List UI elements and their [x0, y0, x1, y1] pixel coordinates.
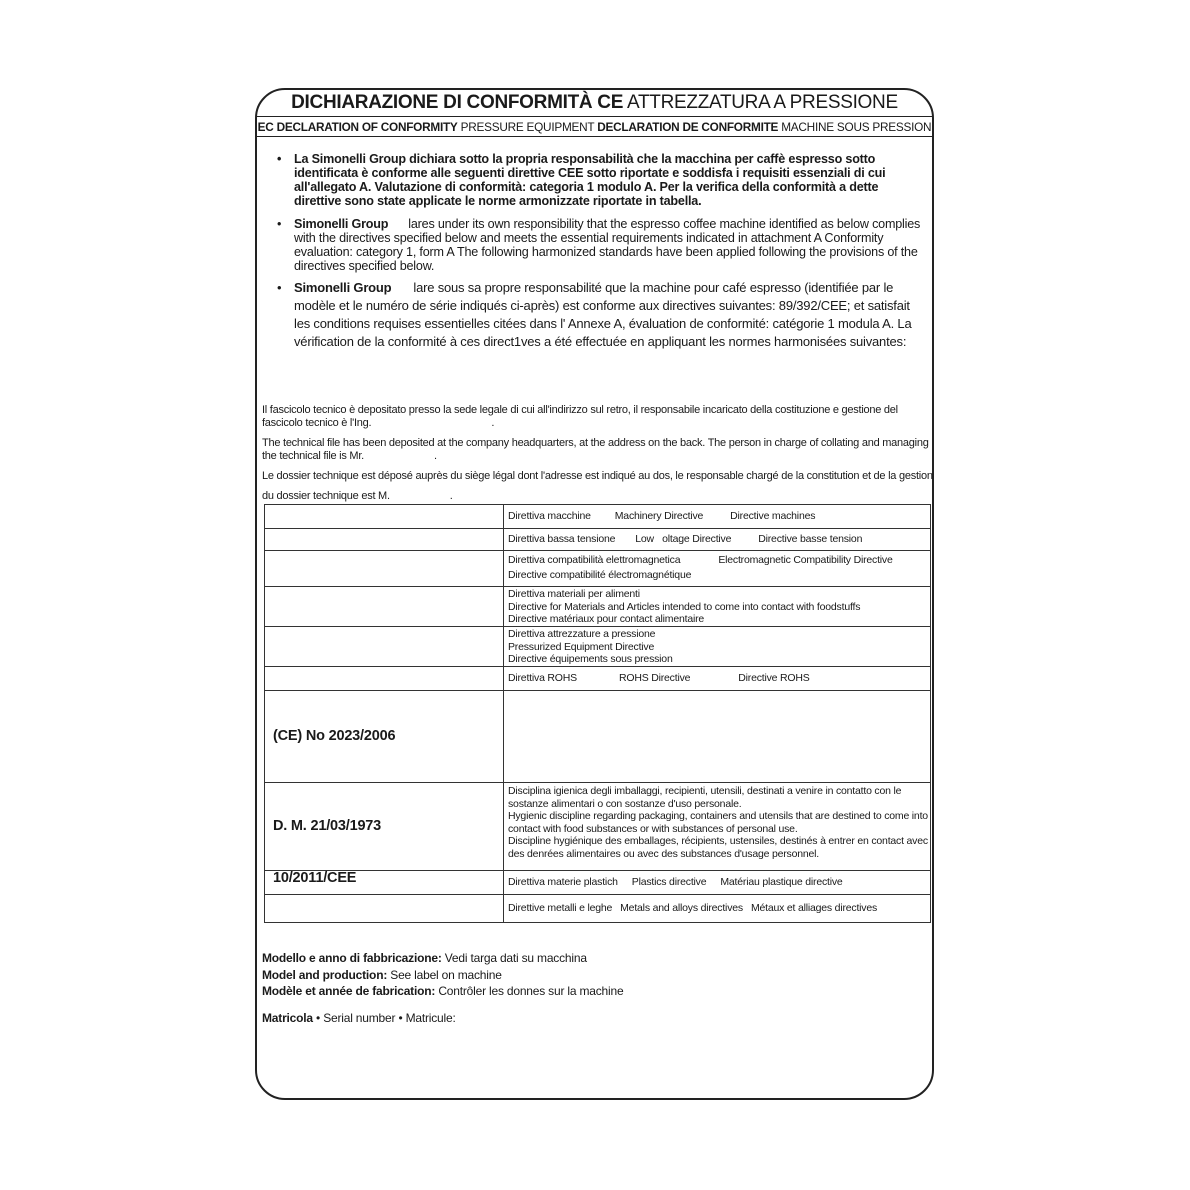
serial-line: [262, 1010, 922, 1027]
bullet-french-text: lare sous sa propre responsabilité que la machine pour café espresso (identifiée par le modèle et le numéro de série indiqués ci-après) est conforme aux directives suivantes: 89/392/CEE; et satisfait les conditions requises essentielles citées dans l' Annexe A, évaluation de conformité: catégorie 1 modula A. La vérification de la conformité à ces direct1ves a été effectuée en appliquant les normes harmonisées suivantes:: [294, 280, 912, 349]
serial-fr: Matricule:: [405, 1010, 456, 1025]
model-fr-value: Contrôler les donnes sur la machine: [438, 984, 624, 998]
subtitle-fr: MACHINE SOUS PRESSION: [781, 120, 932, 134]
table-cell-directives: [504, 627, 931, 667]
table-row: [265, 551, 931, 587]
bullet-english: [275, 217, 925, 273]
bullet-dot: •: [277, 280, 282, 295]
directive-fr: Directive basse tension: [758, 533, 863, 546]
subtitle-divider: [257, 136, 932, 137]
document-subtitle: [257, 119, 932, 135]
directive-en: Metals and alloys directives: [620, 902, 743, 915]
table-cell-empty: [265, 667, 504, 691]
document-title: [257, 91, 932, 115]
note-french-text: Le dossier technique est déposé auprès du siège légal dont l'adresse est indiqué au dos, le responsable chargé de la constitution et de la gestion du dossier technique est M.: [262, 470, 933, 502]
note-english-end: .: [433, 450, 437, 462]
directive-en: Machinery Directive: [614, 510, 704, 523]
bullet-english-text: lares under its own responsibility that the espresso coffee machine identified as below complies with the directives specified below and meets the essential requirements indicated in attachment A Conformity evaluation: category 1, form A The following harmonized standards have been applied following the provisions of the directives specified below.: [294, 217, 921, 273]
directive-it: Direttiva materie plastich: [508, 876, 618, 889]
directive-fr: Matériau plastique directive: [720, 876, 843, 889]
directive-en: Low oltage Directive: [635, 533, 732, 546]
note-english: [262, 437, 934, 463]
directive-en: Plastics directive: [631, 876, 707, 889]
directive-en: ROHS Directive: [618, 672, 691, 685]
model-fr-label: Modèle et année de fabrication:: [262, 984, 436, 998]
subtitle-en-bold: EC DECLARATION OF CONFORMITY: [257, 120, 458, 134]
table-row: [265, 587, 931, 627]
serial-separator: •: [316, 1010, 321, 1025]
directive-it: Direttiva materiali per alimenti: [508, 588, 640, 600]
hygiene-it: Disciplina igienica degli imballaggi, recipienti, utensili, destinati a venire in contatto con le sostanze alimentari o con sostanze d'uso personale.: [508, 785, 902, 810]
directive-it: Direttiva macchine: [508, 510, 591, 523]
directive-fr: Métaux et alliages directives: [750, 902, 878, 915]
directive-fr: Directive équipements sous pression: [508, 653, 673, 665]
model-it-value: Vedi targa dati su macchina: [444, 951, 587, 965]
model-line-en: [262, 967, 922, 984]
note-french: [262, 466, 934, 506]
table-row: [265, 871, 931, 895]
table-cell-empty: [265, 529, 504, 551]
table-row: [265, 691, 931, 783]
directive-it: Direttiva ROHS: [508, 672, 577, 685]
directive-it: Direttive metalli e leghe: [508, 902, 613, 915]
hygiene-fr: Discipline hygiénique des emballages, récipients, ustensiles, destinés à entrer en contact avec des denrées alimentaires ou avec des substances d'usage personnel.: [508, 835, 928, 860]
table-row: [265, 505, 931, 529]
bullet-italian: [275, 152, 925, 208]
table-cell-directives: [504, 667, 931, 691]
bullet-italian-text: La Simonelli Group dichiara sotto la propria responsabilità che la macchina per caffè espresso sotto identificata è conforme alle seguenti direttive CEE sotto riportate e soddisfa i requisiti essenziali di cui all'allegato A. Valutazione di conformità: categoria 1 modulo A. Per la verifica della conformità a dette direttive sono state applicate le norme armonizzate riportate in tabella.: [294, 152, 886, 208]
table-row: [265, 529, 931, 551]
table-cell-directives: [504, 505, 931, 529]
table-cell-empty: [265, 895, 504, 923]
table-cell-directives: [504, 551, 931, 587]
serial-en: Serial number: [323, 1010, 396, 1025]
table-cell-directives: [504, 895, 931, 923]
table-cell-empty: [265, 505, 504, 529]
declaration-bullets: [275, 152, 925, 351]
title-rest: ATTREZZATURA A PRESSIONE: [627, 92, 898, 113]
title-bold: DICHIARAZIONE DI CONFORMITÀ CE: [291, 92, 624, 113]
table-cell-hygiene: [504, 783, 931, 871]
model-en-label: Model and production:: [262, 967, 388, 982]
note-italian: [262, 404, 934, 430]
directive-fr: Directive ROHS: [738, 672, 810, 685]
note-italian-text: Il fascicolo tecnico è depositato presso la sede legale di cui all'indirizzo sul retro, il responsabile incaricato della costituzione e gestione del fascicolo tecnico è l'Ing.: [262, 404, 898, 429]
directive-fr: Directive matériaux pour contact alimentaire: [508, 613, 705, 625]
table-row: [265, 627, 931, 667]
directive-it: Direttiva bassa tensione: [508, 533, 616, 546]
directive-en: Pressurized Equipment Directive: [508, 640, 655, 653]
document-footer: [262, 950, 922, 1026]
note-french-end: .: [449, 490, 453, 502]
directive-fr: Directive machines: [730, 510, 816, 523]
table-row: [265, 667, 931, 691]
table-cell-directives: [504, 587, 931, 627]
directive-it: Direttiva compatibilità elettromagnetica: [508, 554, 681, 566]
table-cell-empty: [265, 587, 504, 627]
directive-en: Electromagnetic Compatibility Directive: [718, 554, 893, 566]
directive-it: Direttiva attrezzature a pressione: [508, 628, 656, 640]
model-line-fr: [262, 983, 922, 1000]
note-italian-end: .: [491, 417, 495, 429]
regulation-ce-2023-2006: (CE) No 2023/2006: [265, 691, 504, 783]
model-line-it: [262, 950, 922, 967]
subtitle-fr-bold: DECLARATION DE CONFORMITE: [597, 120, 779, 134]
table-cell-directives: [504, 871, 931, 895]
directive-en: Directive for Materials and Articles intended to come into contact with foodstuffs: [508, 600, 861, 613]
table-row: [265, 895, 931, 923]
bullet-french-company: Simonelli Group: [294, 280, 392, 295]
bullet-english-company: Simonelli Group: [294, 217, 389, 231]
subtitle-en: PRESSURE EQUIPMENT: [460, 120, 595, 134]
model-it-label: Modello e anno di fabbricazione:: [262, 951, 442, 965]
serial-label: Matricola: [262, 1010, 313, 1025]
table-cell-empty: [265, 627, 504, 667]
bullet-french: [275, 279, 925, 351]
table-cell-empty: [504, 691, 931, 783]
table-cell-empty: [265, 551, 504, 587]
technical-file-notes: [262, 404, 934, 506]
serial-separator: •: [398, 1010, 403, 1025]
bullet-dot: •: [277, 217, 282, 231]
hygiene-en: Hygienic discipline regarding packaging, containers and utensils that are destined to come into contact with food substances or with substances of personal use.: [508, 810, 928, 835]
directive-fr: Directive compatibilité électromagnétique: [508, 569, 692, 581]
title-divider: [257, 116, 932, 117]
regulation-dm-21-03-1973: D. M. 21/03/1973: [265, 783, 504, 871]
bullet-dot: •: [277, 152, 282, 166]
table-row: [265, 783, 931, 871]
note-english-text: The technical file has been deposited at the company headquarters, at the address on the back. The person in charge of collating and managing the technical file is Mr.: [262, 437, 929, 462]
regulation-10-2011-cee: 10/2011/CEE: [265, 871, 504, 895]
model-en-value: See label on machine: [390, 967, 502, 982]
table-cell-directives: [504, 529, 931, 551]
directives-table: [264, 504, 931, 923]
